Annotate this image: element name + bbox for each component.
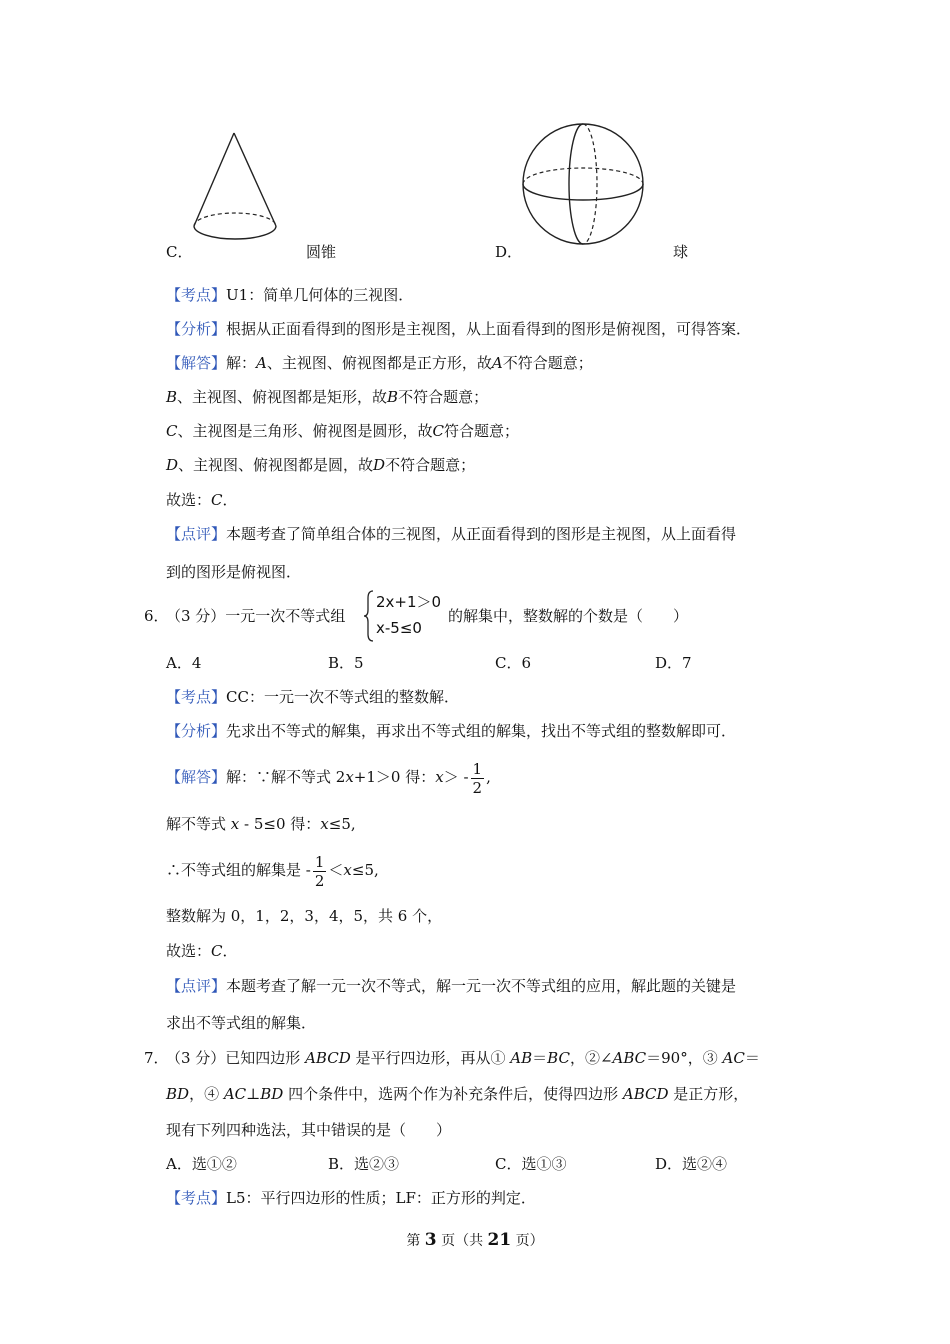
option-c: C．6	[495, 654, 532, 672]
q5-dianping-2: 到的图形是俯视图．	[166, 563, 302, 581]
sys-line-1: 2x+1＞0	[376, 593, 442, 611]
inequality-system	[364, 590, 448, 642]
footer-text: 第	[406, 1233, 425, 1249]
kaodian-text: CC：一元一次不等式组的整数解．	[226, 688, 459, 706]
denominator: 2	[472, 778, 483, 797]
kaodian-text: L5：平行四边形的性质；LF：正方形的判定．	[226, 1189, 536, 1207]
text: （3 分）已知四边形	[166, 1049, 306, 1067]
text: ．	[222, 491, 238, 509]
option-d-label: D．	[495, 243, 523, 261]
text: ＝	[532, 1049, 548, 1067]
text: ＞ -	[443, 768, 469, 786]
fenxi-text: 先求出不等式的解集，再求出不等式组的解集，找出不等式组的整数解即可．	[226, 722, 737, 740]
q6-answer	[166, 941, 238, 961]
answer-letter: C	[211, 491, 223, 509]
option-b: B．选②③	[328, 1155, 400, 1173]
var-x: x	[320, 815, 329, 833]
var-a: A	[256, 354, 267, 372]
cone-name: 圆锥	[306, 243, 337, 261]
dianping-tag: 【点评】	[166, 977, 227, 995]
question-7-stem-2	[166, 1084, 748, 1104]
text: ⊥	[246, 1085, 261, 1103]
denominator: 2	[314, 871, 325, 890]
text: 解不等式	[166, 815, 231, 833]
page-number: 3	[424, 1230, 437, 1250]
var-x: x	[343, 861, 352, 879]
text: 不符合题意；	[385, 456, 476, 474]
kaodian-text: U1：简单几何体的三视图．	[226, 286, 414, 304]
text: ＝90°，③	[646, 1049, 723, 1067]
dianping-tag: 【点评】	[166, 525, 227, 543]
q5-answer	[166, 490, 238, 510]
var: AC	[223, 1085, 247, 1103]
dianping-text: 本题考查了解一元一次不等式，解一元一次不等式组的应用，解此题的关键是	[226, 977, 737, 995]
dianping-text: 本题考查了简单组合体的三视图，从正面看得到的图形是主视图，从上面看得	[226, 525, 737, 543]
text: ，④	[189, 1085, 224, 1103]
option-a: A．4	[166, 654, 202, 672]
text: ,	[486, 768, 491, 786]
q5-line-d	[166, 455, 475, 475]
fenxi-tag: 【分析】	[166, 722, 227, 740]
text: +1＞0 得：	[353, 768, 436, 786]
question-7-stem-3: 现有下列四种选法，其中错误的是（ ）	[166, 1121, 452, 1139]
text: 故选：	[166, 942, 212, 960]
q6-fenxi	[166, 721, 736, 741]
var: AC	[722, 1049, 745, 1067]
q6-line-2	[166, 814, 356, 834]
text: ≤5,	[328, 815, 356, 833]
text: ，②∠	[569, 1049, 613, 1067]
q6-dianping-2: 求出不等式组的解集．	[166, 1014, 317, 1032]
footer-text: 页（共	[436, 1233, 488, 1249]
var: BC	[547, 1049, 570, 1067]
var-x: x	[345, 768, 354, 786]
text: ∴不等式组的解集是 -	[166, 861, 311, 879]
brace-icon	[364, 590, 374, 642]
q6-jieda	[166, 757, 491, 797]
var: ABC	[612, 1049, 647, 1067]
option-c: C．选①③	[495, 1155, 567, 1173]
option-d: D．7	[655, 654, 692, 672]
jieda-text: 不符合题意；	[502, 354, 593, 372]
kaodian-tag: 【考点】	[166, 1189, 227, 1207]
answer-letter: C	[211, 942, 223, 960]
page-footer	[0, 1230, 950, 1250]
var: BD	[260, 1085, 284, 1103]
text: ≤5,	[351, 861, 379, 879]
text: 故选：	[166, 491, 212, 509]
text: 解：∵解不等式 2	[226, 768, 346, 786]
jieda-tag: 【解答】	[166, 354, 227, 372]
cone-figure	[186, 128, 286, 248]
text: ．	[222, 942, 238, 960]
jieda-text: 、主视图、俯视图都是正方形，故	[266, 354, 492, 372]
q6-line-4: 整数解为 0，1，2，3，4，5，共 6 个，	[166, 907, 443, 925]
footer-text: 页）	[511, 1233, 544, 1249]
numerator: 1	[314, 852, 325, 871]
var-a: A	[491, 354, 503, 372]
text: 、主视图是三角形、俯视图是圆形，故	[177, 422, 433, 440]
sphere-figure	[520, 122, 650, 248]
q6-line-3	[166, 850, 379, 890]
kaodian-tag: 【考点】	[166, 286, 227, 304]
sphere-name: 球	[673, 243, 689, 261]
var: AB	[510, 1049, 533, 1067]
text: - 5≤0 得：	[239, 815, 321, 833]
jieda-tag: 【解答】	[166, 768, 227, 786]
option-c-label: C．	[166, 243, 193, 261]
q5-fenxi	[166, 319, 751, 339]
q7-kaodian	[166, 1188, 536, 1208]
option-d: D．选②④	[655, 1155, 728, 1173]
question-6-stem-post: 的解集中，整数解的个数是（ ）	[448, 607, 689, 625]
text: 、主视图、俯视图都是矩形，故	[177, 388, 388, 406]
total-pages: 21	[487, 1230, 512, 1250]
fenxi-tag: 【分析】	[166, 320, 227, 338]
option-a: A．选①②	[166, 1155, 237, 1173]
fraction-half	[313, 853, 327, 890]
var-d: D	[373, 456, 386, 474]
var-c: C	[432, 422, 444, 440]
question-7-stem-1	[166, 1048, 760, 1068]
text: 、主视图、俯视图都是圆，故	[178, 456, 374, 474]
text: 是正方形，	[668, 1085, 749, 1103]
q5-kaodian	[166, 285, 413, 305]
var-d: D	[166, 456, 179, 474]
question-6-stem-pre: （3 分）一元一次不等式组	[166, 607, 346, 625]
text: 是平行四边形，再从①	[350, 1049, 511, 1067]
sys-line-2: x-5≤0	[376, 619, 422, 637]
q5-line-c	[166, 421, 519, 441]
var-b: B	[166, 388, 178, 406]
var-b: B	[387, 388, 399, 406]
question-6-number: 6．	[144, 607, 169, 625]
text: 不符合题意；	[398, 388, 489, 406]
q5-dianping	[166, 524, 736, 544]
text: 四个条件中，选两个作为补充条件后，使得四边形	[283, 1085, 623, 1103]
var: ABCD	[305, 1049, 351, 1067]
question-7-number: 7．	[144, 1049, 169, 1067]
q5-jieda	[166, 353, 593, 373]
var-x: x	[230, 815, 240, 833]
option-b: B．5	[328, 654, 364, 672]
text: ＜	[328, 861, 344, 879]
text: ＝	[744, 1049, 760, 1067]
fraction-half	[471, 760, 485, 797]
q5-line-b	[166, 387, 488, 407]
fenxi-text: 根据从正面看得到的图形是主视图，从上面看得到的图形是俯视图，可得答案．	[226, 320, 752, 338]
text: 符合题意；	[443, 422, 519, 440]
var-c: C	[166, 422, 178, 440]
var: BD	[166, 1085, 190, 1103]
q6-dianping	[166, 976, 736, 996]
numerator: 1	[472, 759, 483, 778]
var: ABCD	[622, 1085, 669, 1103]
var-x: x	[435, 768, 444, 786]
kaodian-tag: 【考点】	[166, 688, 227, 706]
jieda-text: 解：	[226, 354, 257, 372]
q6-kaodian	[166, 687, 459, 707]
